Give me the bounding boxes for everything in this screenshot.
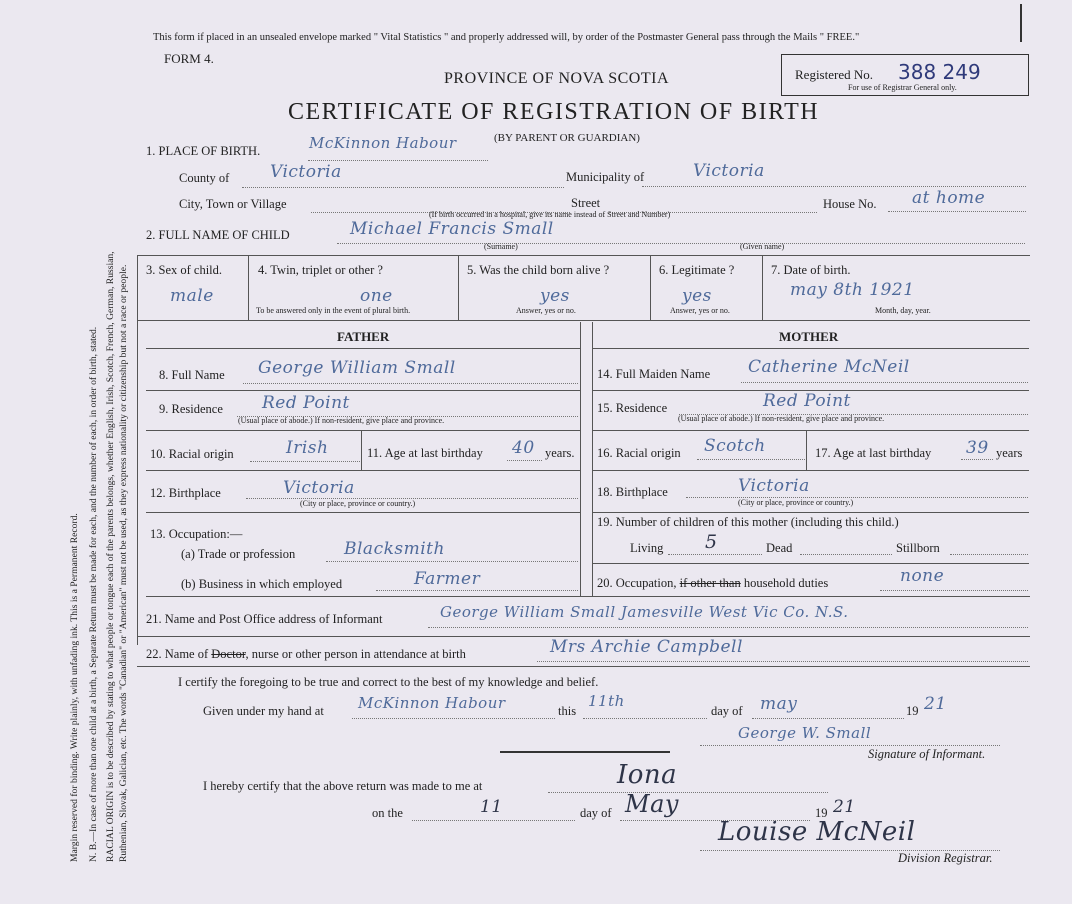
dotted-rule [548, 792, 828, 793]
dotted-rule [352, 718, 555, 719]
rule [500, 751, 670, 753]
alive-note: Answer, yes or no. [516, 306, 576, 315]
father-business-value: Farmer [414, 569, 481, 589]
father-years-label: years. [545, 446, 575, 460]
dotted-rule [800, 554, 892, 555]
rule [146, 390, 580, 391]
dotted-rule [326, 561, 578, 562]
father-residence-label: 9. Residence [159, 402, 223, 416]
father-birthplace-value: Victoria [283, 478, 355, 498]
dotted-rule [242, 187, 564, 188]
mother-residence-value: Red Point [763, 391, 851, 411]
doctor-label-a: 22. Name of [146, 647, 209, 661]
father-name-value: George William Small [258, 358, 456, 378]
twin-value: one [360, 286, 393, 306]
dotted-rule [412, 820, 575, 821]
given-name-note: (Given name) [740, 242, 785, 251]
rule [137, 666, 1030, 667]
given-place: McKinnon Habour [358, 694, 506, 712]
father-birthplace-note: (City or place, province or country.) [300, 499, 416, 508]
dotted-rule [243, 383, 578, 384]
margin-note-1: Margin reserved for binding. Write plainly, with unfading ink. This is a Permanent Record. [69, 513, 80, 862]
sex-value: male [170, 286, 214, 306]
rule [650, 255, 651, 320]
informant-signature-label: Signature of Informant. [868, 747, 986, 761]
dotted-rule [507, 460, 542, 461]
hospital-note: (If birth occurred in a hospital, give its name instead of Street and Number) [429, 210, 671, 219]
father-trade-value: Blacksmith [344, 539, 445, 559]
legitimate-label: 6. Legitimate ? [659, 263, 735, 277]
day-of-label: day of [711, 704, 743, 718]
birth-date-note: Month, day, year. [875, 306, 931, 315]
living-label: Living [630, 541, 664, 555]
doctor-label-strike: Doctor [211, 647, 246, 661]
surname-note: (Surname) [484, 242, 518, 251]
dotted-rule [583, 718, 707, 719]
twin-note: To be answered only in the event of plural birth. [256, 306, 411, 315]
year-value: 21 [924, 694, 947, 714]
stillborn-label: Stillborn [896, 541, 940, 555]
mother-birthplace-note: (City or place, province or country.) [738, 498, 854, 507]
mother-age-label: 17. Age at last birthday [815, 446, 932, 460]
father-heading: FATHER [337, 329, 390, 344]
rule [361, 430, 362, 470]
dotted-rule [741, 382, 1028, 383]
house-label: House No. [823, 197, 877, 211]
informant-signature: George W. Small [738, 724, 872, 742]
registrar-signature: Louise McNeil [718, 817, 916, 847]
registrar-label: Division Registrar. [898, 851, 993, 865]
father-residence-note: (Usual place of abode.) If non-resident, give place and province. [238, 416, 445, 425]
rule [146, 348, 580, 349]
mother-children-label: 19. Number of children of this mother (including this child.) [597, 515, 899, 529]
occupation-label-b: household duties [743, 576, 829, 590]
dotted-rule [700, 745, 1000, 746]
registrar-day: 11 [480, 797, 503, 817]
form-number: FORM 4. [164, 51, 214, 66]
rule [592, 430, 1029, 431]
registrar-place: Iona [617, 760, 678, 790]
rule [762, 255, 763, 320]
dotted-rule [697, 459, 805, 460]
informant-value: George William Small Jamesville West Vic Co. N.S. [440, 603, 849, 621]
mother-occupation-label [597, 576, 828, 591]
certification-statement: I certify the foregoing to be true and correct to the best of my knowledge and belief. [178, 675, 599, 689]
province-title: PROVINCE OF NOVA SCOTIA [444, 70, 670, 87]
father-trade-label: (a) Trade or profession [181, 547, 296, 561]
registered-number: 388 249 [898, 60, 981, 84]
mother-years-label: years [996, 446, 1023, 460]
pen-mark [1020, 4, 1022, 42]
rule [592, 322, 593, 596]
living-value: 5 [705, 531, 718, 553]
informant-label: 21. Name and Post Office address of Informant [146, 612, 383, 626]
mother-residence-label: 15. Residence [597, 401, 668, 415]
dotted-rule [642, 186, 1026, 187]
dotted-rule [337, 243, 1025, 244]
father-birthplace-label: 12. Birthplace [150, 486, 221, 500]
father-business-label: (b) Business in which employed [181, 577, 343, 591]
rule [146, 430, 580, 431]
mother-residence-note: (Usual place of abode.) If non-resident, give place and province. [678, 414, 885, 423]
father-residence-value: Red Point [262, 393, 350, 413]
mother-name-value: Catherine McNeil [748, 357, 910, 377]
rule [248, 255, 249, 320]
county-label: County of [179, 171, 230, 185]
registrar-day-of-label: day of [580, 806, 612, 820]
registrar-statement: I hereby certify that the above return was made to me at [203, 779, 483, 793]
dotted-rule [250, 461, 360, 462]
municipality-label: Municipality of [566, 170, 645, 184]
rule [592, 470, 1029, 471]
father-name-label: 8. Full Name [159, 368, 225, 382]
dotted-rule [752, 718, 904, 719]
mother-birthplace-label: 18. Birthplace [597, 485, 668, 499]
rule [137, 320, 1030, 321]
birth-place-label: 1. PLACE OF BIRTH. [146, 144, 261, 158]
father-age-label: 11. Age at last birthday [367, 446, 483, 460]
rule [146, 470, 580, 471]
sex-label: 3. Sex of child. [146, 263, 223, 277]
registered-note: For use of Registrar General only. [848, 83, 957, 92]
birth-date-label: 7. Date of birth. [771, 263, 851, 277]
doctor-value: Mrs Archie Campbell [550, 637, 743, 657]
margin-note-2: N. B.—In case of more than one child at a birth, a Separate Return must be made for each, and the number of each, in order of birth, stated. [88, 326, 99, 862]
mother-racial-label: 16. Racial origin [597, 446, 681, 460]
mother-age-value: 39 [966, 438, 989, 458]
dotted-rule [376, 590, 578, 591]
margin-note-4: Ruthenian, Slovak, Galician, etc. The words "Canadian" or "American" must not be used, as they express nationality or citizenship but not a race or people. [118, 264, 129, 862]
dotted-rule [428, 627, 1028, 628]
rule [137, 255, 1030, 256]
dotted-rule [888, 211, 1026, 212]
mother-name-label: 14. Full Maiden Name [597, 367, 711, 381]
street-label: Street [571, 196, 601, 210]
rule [592, 348, 1029, 349]
dotted-rule [308, 160, 488, 161]
doctor-label [146, 647, 466, 662]
rule [806, 430, 807, 470]
mother-heading: MOTHER [779, 329, 839, 344]
year-prefix: 19 [906, 704, 919, 718]
dotted-rule [668, 554, 762, 555]
birth-date-value: may 8th 1921 [790, 280, 915, 300]
legitimate-value: yes [682, 286, 712, 306]
certificate-title: CERTIFICATE OF REGISTRATION OF BIRTH [288, 99, 820, 125]
certificate-subtitle: (BY PARENT OR GUARDIAN) [494, 132, 640, 144]
occupation-label-strike: if other than [679, 576, 741, 590]
month-value: may [760, 694, 798, 714]
mother-birthplace-value: Victoria [738, 476, 810, 496]
birth-place-value: McKinnon Habour [309, 134, 457, 152]
dotted-rule [950, 554, 1028, 555]
this-label: this [558, 704, 577, 718]
twin-label: 4. Twin, triplet or other ? [258, 263, 383, 277]
dead-label: Dead [766, 541, 793, 555]
rule [580, 322, 581, 596]
alive-label: 5. Was the child born alive ? [467, 263, 610, 277]
rule [592, 563, 1029, 564]
father-age-value: 40 [512, 438, 535, 458]
rule [146, 596, 1030, 597]
city-label: City, Town or Village [179, 197, 287, 211]
child-name-value: Michael Francis Small [350, 219, 554, 239]
registered-label: Registered No. [795, 67, 873, 82]
rule [146, 512, 580, 513]
dotted-rule [537, 661, 1028, 662]
left-rule [137, 255, 138, 645]
legitimate-note: Answer, yes or no. [670, 306, 730, 315]
father-occupation-label: 13. Occupation:— [150, 527, 243, 541]
mother-occupation-value: none [900, 566, 945, 586]
child-name-label: 2. FULL NAME OF CHILD [146, 228, 290, 242]
house-value: at home [912, 188, 986, 208]
rule [592, 512, 1029, 513]
dotted-rule [961, 459, 993, 460]
on-the-label: on the [372, 806, 403, 820]
margin-note-3: RACIAL ORIGIN is to be described by stating to what people or tongue each of the parents belongs, whether English, Irish, Scotch, French, German, Russian, [105, 251, 116, 862]
registrar-month: May [625, 790, 679, 818]
rule [458, 255, 459, 320]
registrar-year: 21 [833, 797, 856, 817]
mother-racial-value: Scotch [704, 436, 766, 456]
municipality-value: Victoria [693, 161, 765, 181]
father-racial-value: Irish [286, 438, 329, 458]
dotted-rule [880, 590, 1028, 591]
occupation-label-a: 20. Occupation, [597, 576, 677, 590]
alive-value: yes [540, 286, 570, 306]
registrar-year-prefix: 19 [815, 806, 828, 820]
postal-notice: This form if placed in an unsealed envelope marked " Vital Statistics " and properly addressed will, by order of the Postmaster General pass through the Mails " FREE." [153, 32, 860, 43]
day-value: 11th [588, 692, 625, 710]
county-value: Victoria [270, 162, 342, 182]
father-racial-label: 10. Racial origin [150, 447, 234, 461]
given-label: Given under my hand at [203, 704, 324, 718]
doctor-label-b: , nurse or other person in attendance at birth [245, 647, 466, 661]
